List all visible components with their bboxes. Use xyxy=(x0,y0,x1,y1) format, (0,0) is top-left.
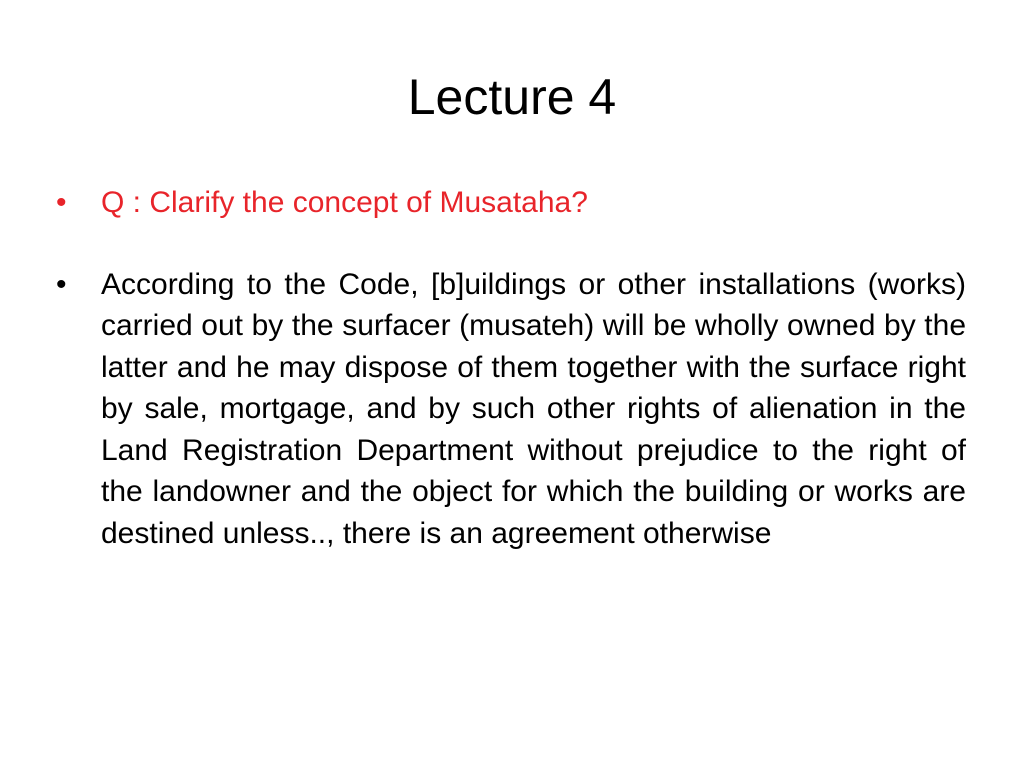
bullet-list xyxy=(56,182,966,554)
slide-title: Lecture 4 xyxy=(407,69,617,125)
bullet-point-icon: • xyxy=(56,186,67,219)
question-text: Q : Clarify the concept of Musataha? xyxy=(101,186,588,219)
bullet-item-answer xyxy=(56,264,966,555)
bullet-point-icon: • xyxy=(56,267,67,301)
bullet-item-question xyxy=(56,182,966,224)
answer-text: According to the Code, [b]uildings or other installations (works) carried out by the surfacer (musateh) will be wholly owned by the latter and he may dispose of them together with the surface right by sale, mortgage, and by such other rights of alienation in the Land Registration Department without prejudice to the right of the landowner and the object for which the building or works are destined unless.., there is an agreement otherwise xyxy=(101,267,966,550)
